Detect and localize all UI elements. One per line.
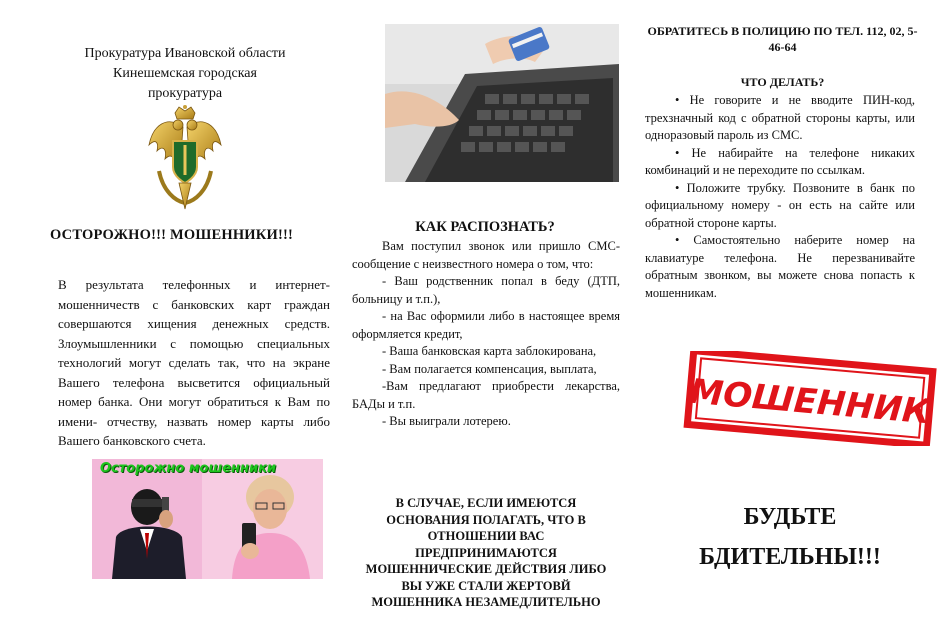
scammer-photo [92,459,323,579]
warning-title: ОСТОРОЖНО!!! МОШЕННИКИ!!! [50,227,294,243]
what-to-do-title: ЧТО ДЕЛАТЬ? [740,75,825,89]
police-contact: ОБРАТИТЕСЬ В ПОЛИЦИЮ ПО ТЕЛ. 112, 02, 5-46-64 [647,24,918,54]
organization-header [60,44,310,104]
todo-item-dial: • Самостоятельно наберите номер на клавиатуре телефона. Не перезванивайте обратным звонком, вы можете снова попасть к мошенникам. [645,233,915,300]
org-line-3: прокуратура [147,86,223,101]
todo-item-hangup: • Положите трубку. Позвоните в банк по официальному номеру - он есть на сайте или обратной стороне карты. [645,180,915,230]
left-panel [0,0,345,640]
fraud-description: В результата телефонных и интернет-мошенничеств с банковских карт граждан совершаются хищения денежных средств. Злоумышленники с помощью специальных технологий могут сделать так, что на экране Вашего телефона высветится официальный номер банка. Они могут обратиться к Вам по имени- отчеству, назвать номер карты либо Вашего банковского счета. [58,277,330,448]
todo-item-pin: • Не говорите и не вводите ПИН-код, трехзначный код с обратной стороны карты, или одноразовый пароль из СМС. [645,93,915,142]
how-to-recognize-list [352,238,620,431]
todo-item-links: • Не набирайте на телефоне никаких комбинаций и не переходите по ссылкам. [645,145,915,177]
prosecutor-emblem-icon [145,105,225,215]
scammer-illustration-icon [92,459,323,579]
how-line-compensation: - Вам полагается компенсация, выплата, [382,361,597,376]
case-notice: В СЛУЧАЕ, ЕСЛИ ИМЕЮТСЯ ОСНОВАНИЯ ПОЛАГАТЬ, ЧТО В ОТНОШЕНИИ ВАС ПРЕДПРИНИМАЮТСЯ МОШЕННИЧЕСКИЕ ДЕЙСТВИЯ ЛИБО ВЫ УЖЕ СТАЛИ ЖЕРТОВЙ МОШЕННИКА НЕЗАМЕДЛИТЕЛЬНО [365,496,607,609]
laptop-card-illustration-icon [385,24,619,182]
how-line-relative: - Ваш родственник попал в беду (ДТП, больницу и т.п.), [352,274,620,306]
what-to-do-list [645,92,915,302]
vigil-line-2: БДИТЕЛЬНЫ!!! [699,544,881,570]
be-vigilant-slogan [660,497,920,577]
photo-caption: Осторожно мошенники [100,461,277,476]
fraudster-stamp-icon [682,351,938,446]
how-line-intro: Вам поступил звонок или пришло СМС- сообщение с неизвестного номера о том, что: [352,239,620,271]
how-line-lottery: - Вы выиграли лотерею. [382,414,511,428]
org-line-1: Прокуратура Ивановской области [84,46,286,61]
how-to-recognize-title: КАК РАСПОЗНАТЬ? [415,219,555,235]
vigil-line-1: БУДЬТЕ [743,504,837,530]
stamp-text: МОШЕННИК [687,371,932,433]
org-line-2: Кинешемская городская [113,66,257,81]
how-line-medicine: -Вам предлагают приобрести лекарства, БАДы и т.п. [352,379,620,411]
how-line-credit: - на Вас оформили либо в настоящее время оформляется кредит, [352,309,620,341]
how-line-card-blocked: - Ваша банковская карта заблокирована, [382,344,597,358]
laptop-card-photo [385,24,619,182]
